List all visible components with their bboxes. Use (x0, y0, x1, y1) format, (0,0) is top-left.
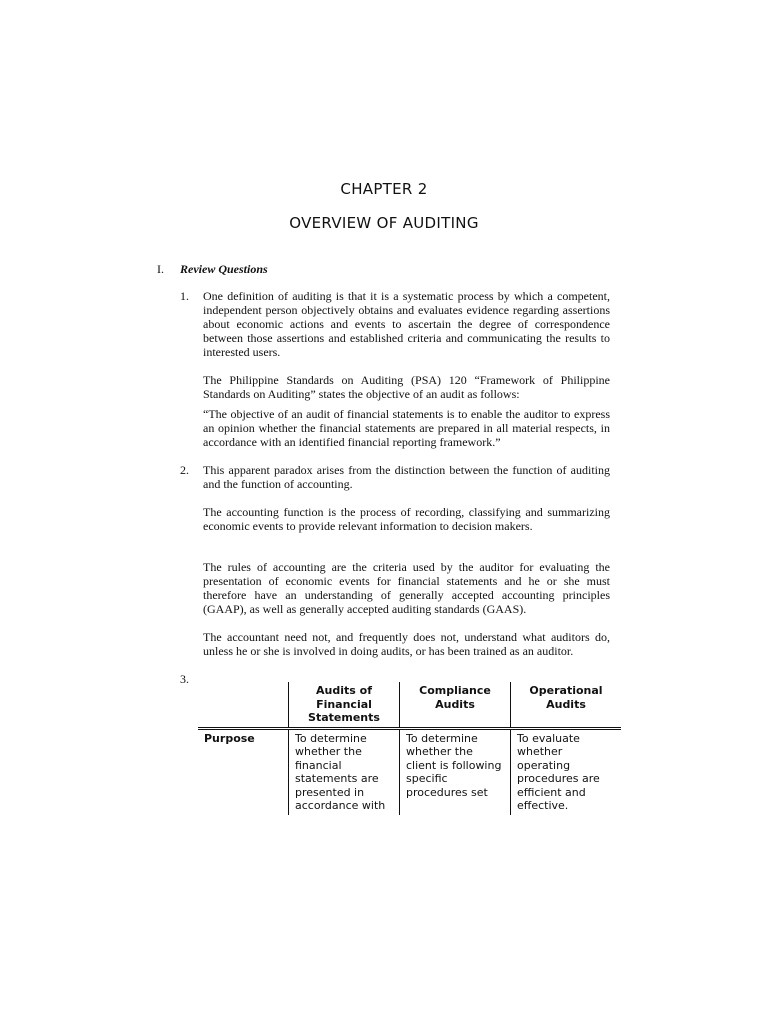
question-2-paragraph-2: The accounting function is the process of recording, classifying and summarizing economic events to provide relevant information to decision makers. (203, 505, 610, 533)
table-cell: To determine whether the financial statements are presented in accordance with (289, 728, 400, 815)
table-row (198, 728, 621, 815)
table-cell: To determine whether the client is following specific procedures set (400, 728, 511, 815)
question-3-number: 3. (180, 672, 189, 686)
audit-types-table (198, 682, 621, 815)
question-1-number: 1. (180, 289, 189, 303)
question-2-paragraph-3: The rules of accounting are the criteria used by the auditor for evaluating the presentation of economic events for financial statements and he or she must therefore have an understanding of generally accepted accounting principles (GAAP), as well as generally accepted auditing standards (GAAS). (203, 560, 610, 616)
chapter-number: CHAPTER 2 (340, 180, 428, 198)
section-numeral: I. (157, 262, 164, 276)
question-2-number: 2. (180, 463, 189, 477)
chapter-title: OVERVIEW OF AUDITING (289, 214, 479, 232)
question-1-paragraph-1: One definition of auditing is that it is a systematic process by which a competent, independent person objectively obtains and evaluates evidence regarding assertions about economic actions and events to ascertain the degree of correspondence between those assertions and established criteria and communicating the results to interested users. (203, 289, 610, 359)
table-header-financial: Audits of Financial Statements (289, 682, 400, 728)
question-2-paragraph-1: This apparent paradox arises from the distinction between the function of auditing and the function of accounting. (203, 463, 610, 491)
question-1-quote: “The objective of an audit of financial statements is to enable the auditor to express an opinion whether the financial statements are prepared in all material respects, in accordance with an identified financial reporting framework.” (203, 407, 610, 449)
table-cell: To evaluate whether operating procedures are efficient and effective. (511, 728, 622, 815)
table-header-operational: Operational Audits (511, 682, 622, 728)
question-1-paragraph-2: The Philippine Standards on Auditing (PSA) 120 “Framework of Philippine Standards on Auditing” states the objective of an audit as follows: (203, 373, 610, 401)
question-2-paragraph-4: The accountant need not, and frequently does not, understand what auditors do, unless he or she is involved in doing audits, or has been trained as an auditor. (203, 630, 610, 658)
section-heading: Review Questions (180, 262, 268, 276)
table-row-label: Purpose (204, 731, 255, 745)
table-header-blank (198, 682, 289, 728)
table-header-row (198, 682, 621, 728)
table-header-compliance: Compliance Audits (400, 682, 511, 728)
